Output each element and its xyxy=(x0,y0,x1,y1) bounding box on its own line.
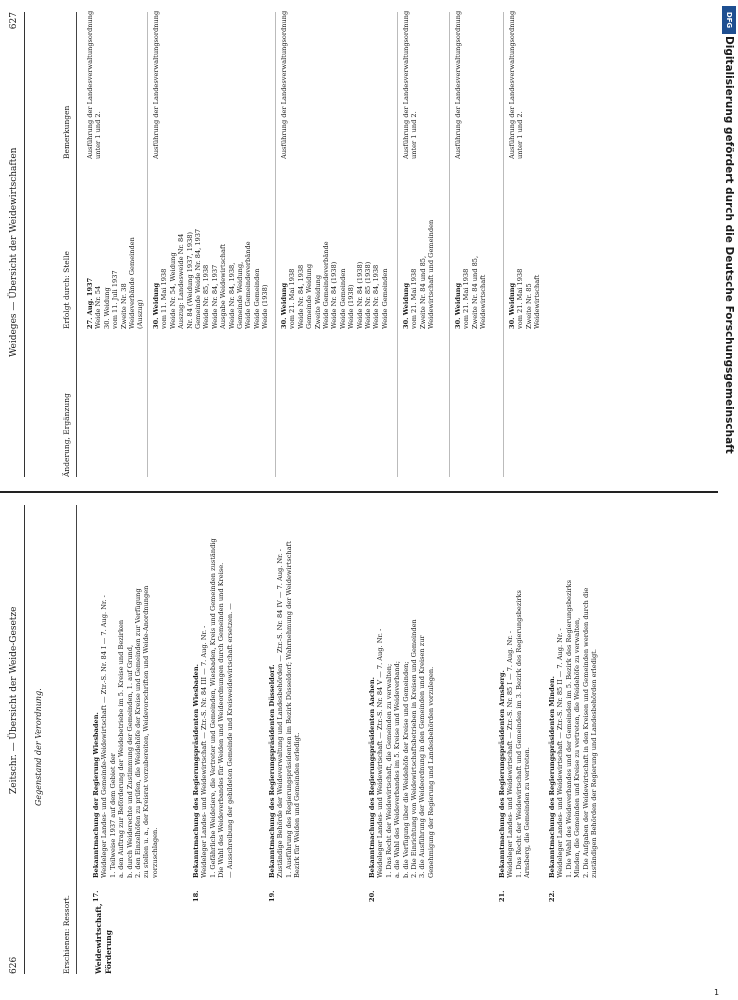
entry-line: Weideleger Landes- und Weidewirtschaft — Ztr.-S. Nr. 85 I — 7. Aug. Nr. - xyxy=(506,630,515,878)
publication-line: Weide Gemeinden xyxy=(252,268,261,329)
column-head-publication: Erfolgt durch: Stelle xyxy=(62,251,71,329)
publication-line: Gemeinde Weide Nr. 84, 1937 xyxy=(194,228,203,329)
publication-line: Weideverbände Gemeinden xyxy=(128,237,137,329)
publication-line: 30. Weidung xyxy=(402,282,410,329)
remarks-line: unter 1 und 2. xyxy=(410,111,419,159)
publication-cell xyxy=(454,179,488,329)
entry-text xyxy=(548,513,598,878)
dfg-logo: DFG xyxy=(722,6,736,34)
remarks-line: Ausführung der Landesverwaltungsordnung xyxy=(508,10,516,159)
remarks-cell xyxy=(454,9,462,159)
remarks-line: Ausführung der Landesverwaltungsordnung xyxy=(280,10,288,159)
publication-line: Gemeinde Weidung, xyxy=(236,261,245,329)
publication-line: Weide Nr. 54 xyxy=(94,285,103,329)
publication-line: Weide Gemeindeverbände xyxy=(244,241,253,329)
entry-title: Bekanntmachung des Regierungspräsidenten Düsseldorf. xyxy=(268,664,276,878)
entry-title: Bekanntmachung des Regierungspräsidenten Minden. xyxy=(548,676,556,878)
publication-line: Zweite Nr. 38 xyxy=(119,283,128,329)
publication-line: Ausgabe Weidewirtschaft xyxy=(219,243,228,329)
publication-cell xyxy=(86,179,145,329)
left-subhead: Gegenstand der Verordnung. xyxy=(34,688,43,806)
row-divider xyxy=(449,12,450,477)
remarks-cell xyxy=(402,9,419,159)
publication-line: Weide Nr. 84, 1938 xyxy=(296,264,305,329)
publication-line: Zweite Nr. 84 und 85, xyxy=(418,255,427,329)
entry-number: 22. xyxy=(548,890,556,902)
remarks-cell xyxy=(508,9,525,159)
publication-line: Weidewirtschaft und Gemeinden xyxy=(427,219,436,329)
row-divider xyxy=(397,12,398,477)
entry-number: 20. xyxy=(368,890,376,902)
publication-line: Weide (1938) xyxy=(261,284,270,329)
publication-line: Weide Nr. 84 (1938) xyxy=(355,261,364,329)
entry-text xyxy=(268,513,302,878)
publication-line: 30. Weidung xyxy=(152,282,160,329)
publication-line: Auszug: Landesweide Nr. 84 xyxy=(177,233,186,329)
entry-line: zuständigen Behörden der Regierung und Landesbehörden erledigt. xyxy=(590,649,599,878)
publication-line: Weide Nr. 54, Weidung xyxy=(168,252,177,329)
publication-line: Weide (1938) xyxy=(347,284,356,329)
publication-line: Weide Gemeinden xyxy=(380,268,389,329)
entry-number: 17. xyxy=(92,890,100,902)
remarks-cell xyxy=(86,9,103,159)
entry-line: 2. Die Aufgaben der Weidewirtschaft in den Kreisen und Gemeinden werden durch die xyxy=(581,587,590,878)
right-page-number: 627 xyxy=(9,12,19,30)
remarks-line: Ausführung der Landesverwaltungsordnung xyxy=(454,10,462,159)
publication-line: Zweite Nr. 84 und 85, xyxy=(470,255,479,329)
publication-line: Weide Nr. 84, 1938, xyxy=(227,262,236,329)
entry-title: Bekanntmachung des Regierungspräsidenten Aachen. xyxy=(368,677,376,878)
entry-line: Zuständige Behörde der Weideverwaltung und Landesbehörden — Ztr.-S. Nr. 84 IV — 7. Aug. Nr. - xyxy=(276,548,285,878)
publication-line: Zweite Nr. 85 xyxy=(524,283,533,329)
entry-line: vorzuschlagen. xyxy=(150,827,159,878)
entry-line: Weideleger Landes- und Gemeinde-Weidewirtschaft — Ztr.-S. Nr. 84 I — 7. Aug. Nr. - xyxy=(100,595,109,878)
entry-text xyxy=(498,513,532,878)
entry-title: Bekanntmachung des Regierungspräsidenten Arnsberg. xyxy=(498,670,506,878)
row-divider xyxy=(147,12,148,477)
publication-line: vom 21. Mai 1938 xyxy=(288,268,297,329)
publication-line: Weide Nr. 85, 1938 xyxy=(202,264,211,329)
entry-line: Weideleger Landes- und Weidewirtschaft — Ztr.-S. Nr. 84 V — 7. Aug. Nr. - xyxy=(376,628,385,878)
entry-number: 21. xyxy=(498,890,506,902)
entry-text xyxy=(92,513,159,878)
left-running-title: Zeitschr. — Übersicht der Weide-Gesetze xyxy=(9,606,19,794)
right-header-rule xyxy=(76,12,77,477)
left-column-head: Erschienen: Ressort. xyxy=(62,894,71,974)
entry-line: 1. Das Recht der Weidewirtschaft und Gemeinden im 3. Bezirk des Regierungsbezirks xyxy=(514,590,523,878)
entry-line: 2. den Einzelhöfen zu prüfen, die Weidehöfe der Kreise und Gemeinden zur Verfügung xyxy=(134,588,143,878)
left-running-head xyxy=(6,505,25,974)
entry-line: Weideleger Landes- und Weidewirtschaft — Ztr.-S. Nr. 85 II — 7. Aug. Nr. - xyxy=(556,628,565,878)
entry-line: a. den Auftrag zur Beförderung der Weidebetriebe im 5. Kreise und Bezirken xyxy=(117,619,126,878)
row-divider xyxy=(275,12,276,477)
entry-line: — Ausschreibung der gebildeten Gemeinde und Kreisweidewirtschaft ersetzen. — xyxy=(225,603,234,878)
entry-line: b. durch Weiderechte und Zustimmung der Gemeinden, 1. auf Grund, xyxy=(125,644,134,878)
entry-line: 3. die Ausführung der Weideordnung in den Gemeinden und Kreisen zur xyxy=(418,635,427,878)
right-running-head xyxy=(6,12,25,477)
entry-text xyxy=(192,513,234,878)
column-head-remarks: Bemerkungen xyxy=(62,105,71,159)
remarks-line: Ausführung der Landesverwaltungsordnung xyxy=(152,10,160,159)
entry-line: Bezirk für Weiden und Gemeinden erledigt. xyxy=(293,732,302,878)
publication-line: (Auszug) xyxy=(136,299,145,329)
publication-line: Weide Gemeindeverbände xyxy=(322,241,331,329)
left-page-number: 626 xyxy=(9,956,19,974)
entry-title: Bekanntmachung des Regierungspräsidenten Wiesbaden. xyxy=(192,664,200,878)
remarks-line: Ausführung der Landesverwaltungsordnung xyxy=(402,10,410,159)
entry-line: 1. Teilweise 1937 auf dem Gebiet der xyxy=(108,753,117,878)
publication-line: vom 11. Juli 1937 xyxy=(111,270,120,329)
remarks-cell xyxy=(280,9,288,159)
publication-line: 30. Weidung xyxy=(454,282,462,329)
entry-line: Arnsberg, die Gemeinden zu vertreten. xyxy=(523,747,532,878)
publication-line: 27. Aug. 1937 xyxy=(86,277,94,329)
publication-cell xyxy=(402,179,436,329)
publication-line: vom 21. Mai 1938 xyxy=(462,268,471,329)
publication-line: vom 11. Mai 1938 xyxy=(160,268,169,329)
dfg-funding-banner: Digitalisierung gefördert durch die Deutsche Forschungsgemeinschaft xyxy=(723,36,735,454)
entry-line: Genehmigung der Regierung und Landesbehörden vorzulegen. xyxy=(426,666,435,878)
publication-line: Weide Gemeinden xyxy=(338,268,347,329)
publication-line: Weidewirtschaft xyxy=(533,274,542,329)
category-label: Weidewirtschaft, Förderung xyxy=(94,903,113,974)
publication-line: 30. Weidung xyxy=(280,282,288,329)
publication-line: Weide Nr. 84, 1938 xyxy=(372,264,381,329)
remarks-line: unter 1 und 2. xyxy=(516,111,525,159)
column-head-change: Änderung, Ergänzung xyxy=(62,393,71,477)
publication-line: 30. Weidung xyxy=(508,282,516,329)
publication-line: Weide Nr. 84, 1937 xyxy=(210,264,219,329)
entry-line: 1. Gefährliche Weidetiere, die Vertreter und Gemeinden, Wiesbaden, Kreis und Gemeinden zuständig xyxy=(208,538,217,878)
publication-line: vom 21. Mai 1938 xyxy=(516,268,525,329)
entry-line: 1. Die Wahl des Weideverbandes und der Gemeinden im 5. Bezirk des Regierungsbezirks xyxy=(564,579,573,878)
entry-line: Die Wahl des Weideverbandes für Weiden und Weideordnungen durch Gemeinden und Kreise. xyxy=(217,562,226,878)
entry-line: 2. Die Einrichtung von Weidewirtschaftsbetrieben in Kreisen und Gemeinden xyxy=(410,619,419,878)
entry-title: Bekanntmachung der Regierung Wiesbaden. xyxy=(92,712,100,878)
publication-cell xyxy=(280,179,389,329)
left-page xyxy=(0,493,718,986)
publication-line: vom 21. Mai 1938 xyxy=(410,268,419,329)
page-fold xyxy=(0,491,718,493)
publication-cell xyxy=(508,179,542,329)
right-running-title: Weideges — Übersicht der Weidewirtschaften xyxy=(9,147,19,357)
entry-text xyxy=(368,513,435,878)
publication-line: Weide Nr. 84 (1938) xyxy=(330,261,339,329)
remarks-line: Ausführung der Landesverwaltungsordnung xyxy=(86,10,94,159)
entry-line: a. die Wahl des Weideverbandes im 5. Kreise und Weideverband; xyxy=(393,661,402,878)
corner-mark: 1 xyxy=(714,988,720,997)
right-page xyxy=(0,0,718,489)
left-header-rule xyxy=(76,505,77,974)
entry-line: Minden, die Gemeinden und Kreise zu vertreten, die Weidehöfe zu verwalten, xyxy=(573,617,582,878)
entry-line: Weideleger Landes- und Weidewirtschaft — Ztr.-S. Nr. 84 III — 7. Aug. Nr. - xyxy=(200,625,209,878)
publication-cell xyxy=(152,179,270,329)
entry-number: 19. xyxy=(268,890,276,902)
publication-line: Gemeinde Weidung xyxy=(305,263,314,329)
entry-number: 18. xyxy=(192,890,200,902)
publication-line: Zweite Weidung xyxy=(313,274,322,329)
entry-line: zu stellen u. a., der Kreisrat vorzubereiten, Weidevorschriften und Weide-Anordnungen xyxy=(142,585,151,878)
row-divider xyxy=(503,12,504,477)
publication-line: Nr. 84 (Weidung 1937, 1938) xyxy=(185,231,194,329)
entry-line: b. die Verfügung über die Weidehöfe der Kreise und Gemeinden; xyxy=(401,661,410,878)
entry-line: 1. Das Recht der Weidewirtschaft, die Gemeinden zu verwalten; xyxy=(384,663,393,878)
entry-line: 1. Ausführung des Regierungspräsidenten im Bezirk Düsseldorf; Wahrnehmung der Weidewirtschaft xyxy=(284,541,293,878)
publication-line: 30. Weidung xyxy=(102,287,111,329)
publication-line: Weidewirtschaft xyxy=(479,274,488,329)
publication-line: Weide Nr. 85 (1938) xyxy=(364,261,373,329)
remarks-line: unter 1 und 2. xyxy=(94,111,103,159)
remarks-cell xyxy=(152,9,160,159)
